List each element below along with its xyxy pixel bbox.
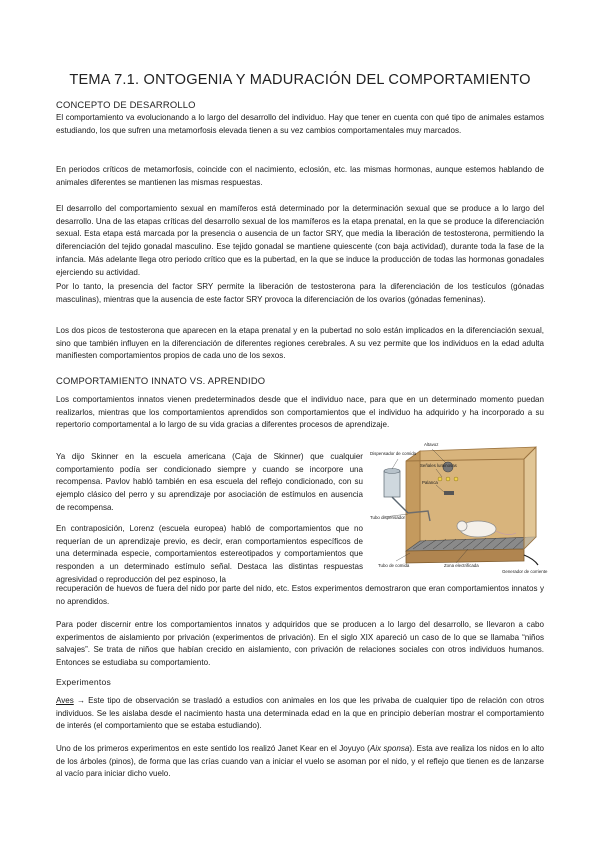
paragraph: recuperación de huevos de fuera del nido por parte del nido, etc. Estos experimentos demostraron que eran comportamientos innatos y no aprendidos.: [56, 584, 544, 606]
paragraph: Por lo tanto, la presencia del factor SRY permite la liberación de testosterona para la diferenciación de los testículos (gónadas masculinas), mientras que la ausencia de este factor SRY provoca la diferenciación de los ovarios (gónadas femeninas).: [56, 282, 544, 304]
figure-label: Tubo dispensador: [370, 515, 405, 520]
figure-label: Altavoz: [424, 442, 439, 447]
paragraph-text: Este tipo de observación se trasladó a estudios con animales en los que les privaba de cualquier tipo de relación con otros individuos. Se les aislaba desde el nacimiento hasta una determinada edad en la que en principio deberían mostrar el comportamiento de interés (el comportamiento que se estaba estudiando).: [56, 696, 544, 731]
paragraph: En periodos críticos de metamorfosis, coincide con el nacimiento, eclosión, etc. las mismas hormonas, aunque estemos hablando de animales diferentes se mantienen las mismas respuestas.: [56, 165, 544, 187]
paragraph: Los comportamientos innatos vienen predeterminados desde que el individuo nace, para que en un determinado momento puedan realizarlos, mientras que los comportamientos aprendidos son comportamientos que el individuo ha adquirido y ha incorporado a su repertorio comportamental a lo largo de su vida gracias a diferentes procesos de aprendizaje.: [56, 395, 544, 430]
section-heading-innato: COMPORTAMIENTO INNATO VS. APRENDIDO: [56, 375, 266, 386]
figure-label: Tubo de comida: [378, 563, 410, 568]
paragraph: El comportamiento va evolucionando a lo largo del desarrollo del individuo. Hay que tener en cuenta con qué tipo de animales estamos estudiando, los que sufren una metamorfosis elevada tienen a su vez cambios comportamentales muy marcados.: [56, 113, 544, 135]
species-name: Aix sponsa: [369, 744, 410, 753]
page-title: TEMA 7.1. ONTOGENIA Y MADURACIÓN DEL COMPORTAMIENTO: [69, 72, 531, 88]
section-heading-concepto: CONCEPTO DE DESARROLLO: [56, 99, 196, 110]
arrow-icon: →: [73, 696, 89, 705]
figure-label: Señales luminosas: [420, 463, 457, 468]
section-heading-experimentos: Experimentos: [56, 677, 111, 687]
figure-label: Palanca: [422, 480, 438, 485]
paragraph-kear: [56, 743, 544, 781]
paragraph-text: Uno de los primeros experimentos en este sentido los realizó Janet Kear en el Joyuyo (: [56, 744, 370, 753]
paragraph: Ya dijo Skinner en la escuela americana (Caja de Skinner) que cualquier comportamiento podía ser condicionado siempre y cuando se incorpore una recompensa. Pavlov habló también en esa escuela del reflejo condicionado, con su ejemplo clásico del perro y su aprendizaje por asociación de estímulos en ausencia de recompensa.: [56, 452, 363, 512]
figure-label: Zona electrificada: [444, 563, 479, 568]
figure-label: Generador de corriente: [502, 569, 548, 574]
paragraph: El desarrollo del comportamiento sexual en mamíferos está determinado por la determinación sexual que se produce a lo largo del desarrollo. Una de las etapas críticas del desarrollo sexual de los mamíferos es la etapa prenatal, en la que se produce la diferenciación sexual. Esta etapa está marcada por la presencia o ausencia de un factor SRY, que media la liberación de testosterona, permitiendo la diferenciación del tejido gonadal masculino. Ese tejido gonadal se mantiene quiescente (con baja actividad), durante toda la fase de la infancia. Más adelante llega otro periodo crítico que es la pubertad, en la que se induce la producción de todas las hormonas gonadales ejerciendo su actividad.: [56, 204, 544, 277]
paragraph-aves: [56, 695, 544, 733]
paragraph: Para poder discernir entre los comportamientos innatos y adquiridos que se producen a lo largo del desarrollo, se llevaron a cabo experimentos de aislamiento por privación (experimentos de privación). En el siglo XIX apareció un caso de lo que se llamaba “niños salvajes”. Se trata de niños que habían crecido en aislamiento, con privación de relaciones sociales con otros individuos humanos. Entonces se estudiaba su comportamiento.: [56, 620, 544, 668]
paragraph: En contraposición, Lorenz (escuela europea) habló de comportamientos que no requerían de un aprendizaje previo, es decir, eran comportamientos específicos de una determinada especie, comportamientos estereotipados y comportamientos que responden a un determinado estímulo señal. Destaca las distintas respuestas agresividad o reproducción del pez espinoso, la: [56, 524, 363, 584]
paragraph: Los dos picos de testosterona que aparecen en la etapa prenatal y en la pubertad no solo están implicados en la diferenciación sexual, sino que también influyen en la diferenciación de diferentes regiones cerebrales. A su vez permite que los individuos en la edad adulta manifiesten comportamientos propios de cada uno de los sexos.: [56, 326, 544, 361]
figure-label: Dispensador de comida: [370, 451, 417, 456]
skinner-box-figure: [368, 437, 548, 577]
skinner-box-illustration: [368, 437, 548, 577]
paragraph-text: ). Esta ave realiza los nidos en lo alto de los árboles (pinos), de forma que las crías cuando van a iniciar el vuelo se asoman por el nido, y el reflejo que tienen es de lanzarse al vacío para iniciar dicho vuelo.: [56, 744, 544, 779]
aves-label: Aves: [56, 696, 74, 705]
